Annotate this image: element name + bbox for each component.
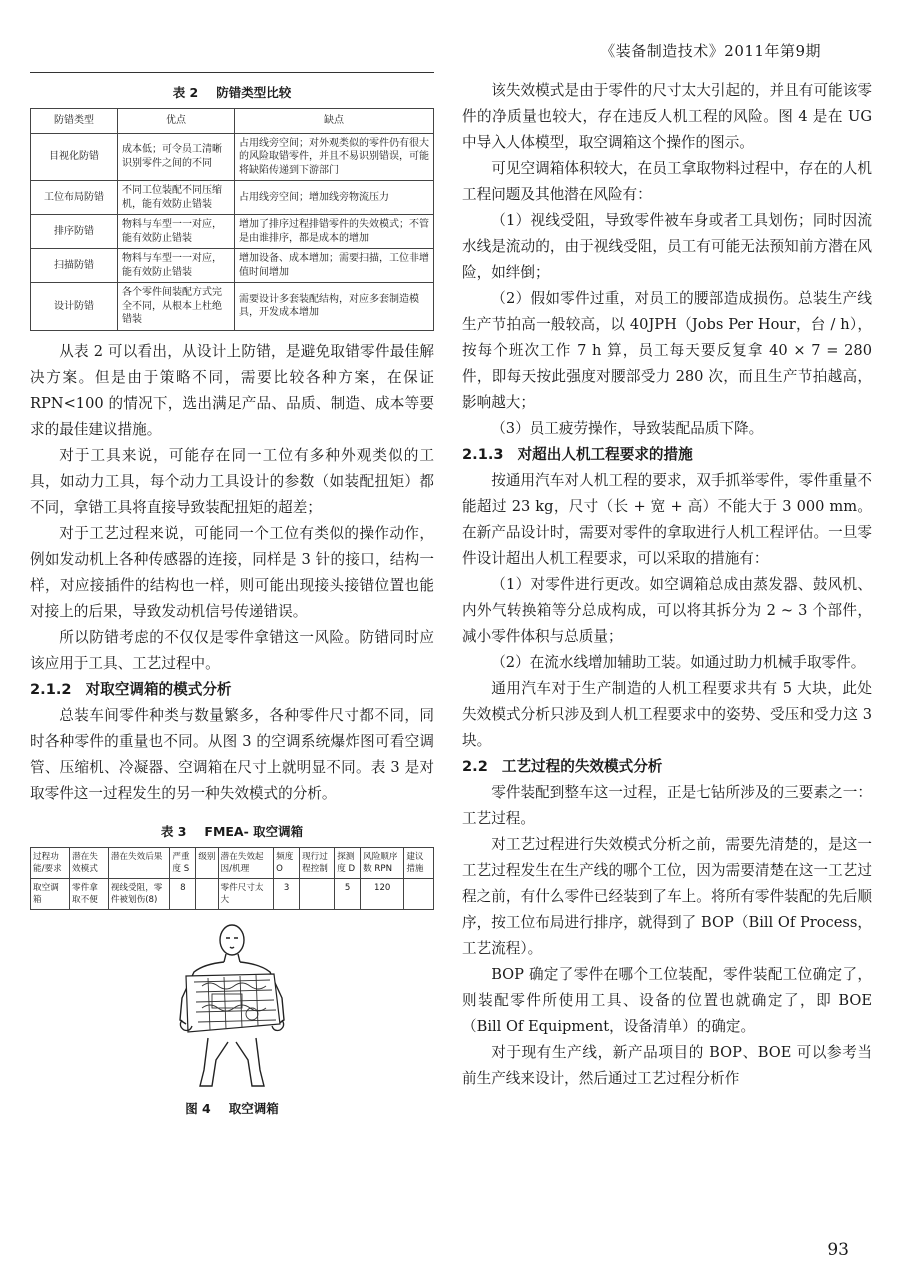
table3-header-cell: 潜在失效后果 xyxy=(108,847,170,878)
table2-cell: 占用线旁空间；增加线旁物流压力 xyxy=(235,181,434,215)
right-column xyxy=(462,78,872,1092)
table2-cell: 扫描防错 xyxy=(31,249,118,283)
table3-caption-number: 表 3 xyxy=(160,823,187,839)
table3-header-cell: 潜在失效模式 xyxy=(70,847,109,878)
table2-cell: 占用线旁空间；对外观类似的零件仍有很大的风险取错零件，并且不易识别错误，可能将缺陷传递到下游部门 xyxy=(235,133,434,181)
table3-header-cell: 建议措施 xyxy=(404,847,434,878)
table3-caption xyxy=(30,821,434,843)
figure4-caption xyxy=(30,1098,434,1120)
table2-header-cell: 防错类型 xyxy=(31,109,118,134)
table2-cell: 需要设计多套装配结构，对应多套制造模具，开发成本增加 xyxy=(235,283,434,331)
table3-header-cell: 严重度 S xyxy=(170,847,196,878)
table3-cell: 取空调箱 xyxy=(31,878,70,909)
page-number: 93 xyxy=(827,1240,849,1260)
body-paragraph: 该失效模式是由于零件的尺寸太大引起的，并且有可能该零件的净质量也较大，存在违反人机工程的风险。图 4 是在 UG 中导入人体模型，取空调箱这个操作的图示。 xyxy=(462,82,872,151)
table2-cell: 目视化防错 xyxy=(31,133,118,181)
table2 xyxy=(30,108,434,331)
table2-row xyxy=(31,181,434,215)
body-paragraph: （1）视线受阻，导致零件被车身或者工具划伤；同时因流水线是流动的，由于视线受阻，员工有可能无法预知前方潜在风险，如绊倒； xyxy=(462,212,872,281)
table3-cell: 视线受阻，零件被划伤(8) xyxy=(108,878,170,909)
body-paragraph: （3）员工疲劳操作，导致装配品质下降。 xyxy=(491,420,764,437)
table3-cell xyxy=(196,878,218,909)
table2-cell: 成本低；可令员工清晰识别零件之间的不同 xyxy=(118,133,235,181)
table3-header-cell: 探测度 D xyxy=(335,847,361,878)
table2-caption-number: 表 2 xyxy=(172,85,199,100)
table3-cell: 8 xyxy=(170,878,196,909)
table2-row xyxy=(31,215,434,249)
body-paragraph: 对工艺过程进行失效模式分析之前，需要先清楚的，是这一工艺过程发生在生产线的哪个工位，因为需要清楚在这一工艺过程之前，有什么零件已经装到了车上。将所有零件装配的先后顺序，按工位布局进行排序，就得到了 BOP（Bill Of Process，工艺流程）。 xyxy=(462,836,872,957)
table2-cell: 不同工位装配不同压缩机，能有效防止错装 xyxy=(118,181,235,215)
table3-cell: 120 xyxy=(361,878,404,909)
table3-cell xyxy=(404,878,434,909)
table2-cell: 增加设备、成本增加；需要扫描，工位非增值时间增加 xyxy=(235,249,434,283)
body-paragraph: 通用汽车对于生产制造的人机工程要求共有 5 大块，此处失效模式分析只涉及到人机工程要求中的姿势、受压和受力这 3 块。 xyxy=(462,680,872,749)
body-paragraph: （2）假如零件过重，对员工的腰部造成损伤。总装生产线生产节拍高一般较高，以 40JPH（Jobs Per Hour，台 / h），按每个班次工作 7 h 算，员工每天要反复拿 40 × 7 = 280 件，即每天按此强度对腰部受力 280 次，而且生产节拍越高，影响越大； xyxy=(462,290,872,411)
table2-row xyxy=(31,133,434,181)
table3-header-row xyxy=(31,847,434,878)
table3-header-cell: 频度 O xyxy=(274,847,300,878)
body-paragraph: 从表 2 可以看出，从设计上防错，是避免取错零件最佳解决方案。但是由于策略不同，需要比较各种方案，在保证 RPN<100 的情况下，选出满足产品、品质、制造、成本等要求的最佳建议措施。 xyxy=(30,342,434,438)
table2-header-row xyxy=(31,109,434,134)
table3-cell: 零件拿取不便 xyxy=(70,878,109,909)
section-number: 2.2 xyxy=(462,758,488,775)
table3-caption-title: FMEA- 取空调箱 xyxy=(204,823,304,839)
section-heading-2-1-2 xyxy=(30,677,434,703)
table3-header-cell: 潜在失效起因/机理 xyxy=(218,847,274,878)
section-title: 对超出人机工程要求的措施 xyxy=(517,446,693,463)
table2-cell: 物料与车型一一对应，能有效防止错装 xyxy=(118,215,235,249)
table3-header-cell: 过程功能/要求 xyxy=(31,847,70,878)
body-paragraph: 对于工具来说，可能存在同一工位有多种外观类似的工具，如动力工具，每个动力工具设计的参数（如装配扭矩）都不同，拿错工具将直接导致装配扭矩的超差； xyxy=(30,446,434,516)
worker-carrying-box-illustration xyxy=(152,920,312,1090)
left-column xyxy=(30,78,434,1120)
table2-row xyxy=(31,283,434,331)
section-heading-2-2 xyxy=(462,754,872,780)
table2-cell: 物料与车型一一对应，能有效防止错装 xyxy=(118,249,235,283)
table2-row xyxy=(31,249,434,283)
section-title: 对取空调箱的模式分析 xyxy=(85,680,232,698)
table2-cell: 排序防错 xyxy=(31,215,118,249)
table3-row xyxy=(31,878,434,909)
figure4-caption-title: 取空调箱 xyxy=(228,1100,279,1116)
body-paragraph: 总装车间零件种类与数量繁多，各种零件尺寸都不同，同时各种零件的重量也不同。从图 3 的空调系统爆炸图可看空调管、压缩机、冷凝器、空调箱在尺寸上就明显不同。表 3 是对取零件这一过程发生的另一种失效模式的分析。 xyxy=(30,706,434,802)
journal-header: 《装备制造技术》2011年第9期 xyxy=(600,42,821,60)
body-paragraph: 可见空调箱体积较大，在员工拿取物料过程中，存在的人机工程问题及其他潜在风险有： xyxy=(462,160,872,203)
table3-cell: 5 xyxy=(335,878,361,909)
body-paragraph: BOP 确定了零件在哪个工位装配，零件装配工位确定了，则装配零件所使用工具、设备的位置也就确定了，即 BOE（Bill Of Equipment，设备清单）的确定。 xyxy=(462,966,872,1035)
table2-caption-title: 防错类型比较 xyxy=(216,85,292,100)
table3-cell: 3 xyxy=(274,878,300,909)
section-title: 工艺过程的失效模式分析 xyxy=(501,758,663,775)
table3-cell xyxy=(300,878,335,909)
section-number: 2.1.3 xyxy=(462,446,504,463)
table3-header-cell: 风险顺序数 RPN xyxy=(361,847,404,878)
table3-header-cell: 级别 xyxy=(196,847,218,878)
table2-cell: 工位布局防错 xyxy=(31,181,118,215)
table2-cell: 各个零件间装配方式完全不同，从根本上杜绝错装 xyxy=(118,283,235,331)
body-paragraph: 按通用汽车对人机工程的要求，双手抓举零件，零件重量不能超过 23 kg，尺寸（长 + 宽 + 高）不能大于 3 000 mm。在新产品设计时，需要对零件的拿取进行人机工程评估。一旦零件设计超出人机工程要求，可以采取的措施有： xyxy=(462,472,872,567)
table2-cell: 设计防错 xyxy=(31,283,118,331)
body-paragraph: （1）对零件进行更改。如空调箱总成由蒸发器、鼓风机、内外气转换箱等分总成构成，可以将其拆分为 2 ~ 3 个部件，减小零件体积与总质量； xyxy=(462,576,872,645)
header-rule xyxy=(30,72,434,73)
body-paragraph: 对于现有生产线，新产品项目的 BOP、BOE 可以参考当前生产线来设计，然后通过工艺过程分析作 xyxy=(462,1044,872,1087)
table2-header-cell: 缺点 xyxy=(235,109,434,134)
figure4 xyxy=(30,920,434,1092)
body-paragraph: 对于工艺过程来说，可能同一个工位有类似的操作动作，例如发动机上各种传感器的连接，同样是 3 针的接口，结构一样，对应接插件的结构也一样，则可能出现接头接错位置也能对接上的后果，导致发动机信号传递错误。 xyxy=(30,524,434,620)
table2-caption xyxy=(30,82,434,104)
table3 xyxy=(30,847,434,910)
section-number: 2.1.2 xyxy=(30,680,72,698)
body-paragraph: 零件装配到整车这一过程，正是七钻所涉及的三要素之一：工艺过程。 xyxy=(462,784,872,827)
body-paragraph: （2）在流水线增加辅助工装。如通过助力机械手取零件。 xyxy=(491,654,866,671)
table3-header-cell: 现行过程控制 xyxy=(300,847,335,878)
body-paragraph: 所以防错考虑的不仅仅是零件拿错这一风险。防错同时应该应用于工具、工艺过程中。 xyxy=(30,628,434,672)
table2-header-cell: 优点 xyxy=(118,109,235,134)
figure4-caption-number: 图 4 xyxy=(185,1100,211,1116)
table3-cell: 零件尺寸太大 xyxy=(218,878,274,909)
table2-cell: 增加了排序过程排错零件的失效模式；不管是由谁排序，都是成本的增加 xyxy=(235,215,434,249)
section-heading-2-1-3 xyxy=(462,442,872,468)
